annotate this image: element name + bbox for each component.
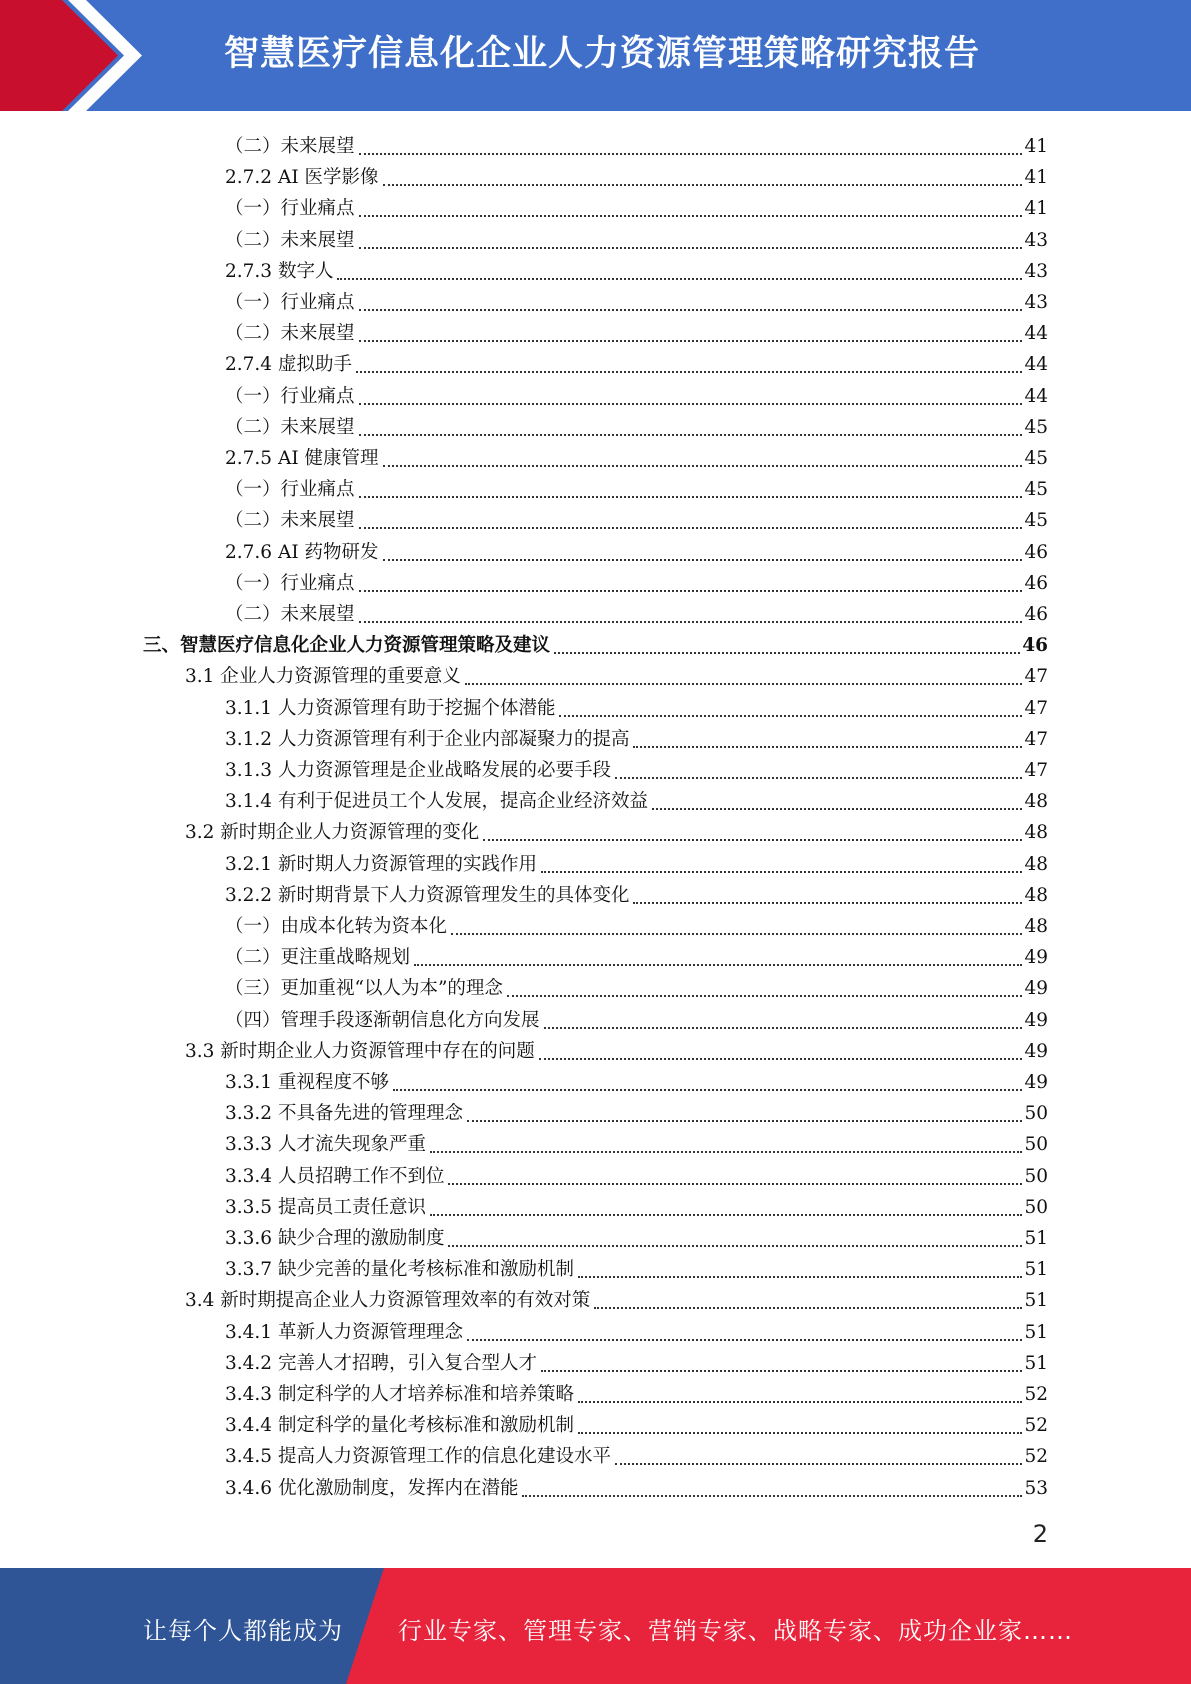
toc-entry-title: （四）管理手段逐渐朝信息化方向发展: [225, 1009, 540, 1031]
toc-entry-title: （一）行业痛点: [225, 292, 355, 313]
toc-entry[interactable]: [225, 1002, 1048, 1033]
toc-entry-title: （二）更注重战略规划: [225, 947, 411, 969]
toc-entry-title: 3.3.7 缺少完善的量化考核标准和激励机制: [225, 1259, 574, 1281]
toc-entry-title: 三、智慧医疗信息化企业人力资源管理策略及建议: [143, 635, 551, 657]
toc-entry[interactable]: [225, 596, 1048, 627]
toc-entry[interactable]: [225, 877, 1048, 908]
toc-entry-page: 48: [1024, 822, 1048, 844]
toc-leader-dots: [337, 260, 1022, 280]
toc-leader-dots: [578, 1414, 1022, 1434]
toc-entry-title: 3.2 新时期企业人力资源管理的变化: [185, 822, 480, 844]
toc-entry-title: 3.4 新时期提高企业人力资源管理效率的有效对策: [185, 1290, 591, 1312]
toc-entry-title: （二）未来展望: [225, 323, 355, 345]
toc-entry-title: （三）更加重视“以人为本”的理念: [225, 978, 503, 1000]
toc-leader-dots: [539, 1040, 1023, 1060]
toc-leader-dots: [522, 1477, 1022, 1497]
toc-entry-page: 47: [1024, 666, 1048, 688]
toc-leader-dots: [615, 1445, 1022, 1465]
toc-leader-dots: [544, 1009, 1023, 1029]
toc-leader-dots: [465, 665, 1023, 685]
toc-entry-title: 2.7.4 虚拟助手: [225, 354, 352, 376]
toc-entry[interactable]: [225, 315, 1048, 346]
toc-leader-dots: [467, 1102, 1022, 1122]
toc-entry-page: 45: [1024, 448, 1048, 469]
toc-leader-dots: [359, 385, 1023, 405]
toc-entry-page: 48: [1024, 916, 1048, 937]
toc-entry[interactable]: [225, 284, 1048, 315]
toc-leader-dots: [451, 915, 1022, 935]
toc-entry-page: 48: [1024, 884, 1048, 906]
toc-leader-dots: [383, 447, 1023, 467]
toc-entry-page: 46: [1024, 572, 1048, 594]
toc-entry-title: 2.7.6 AI 药物研发: [225, 541, 379, 563]
toc-entry-page: 52: [1024, 1384, 1048, 1405]
toc-entry[interactable]: [225, 1345, 1048, 1376]
toc-entry-page: 41: [1024, 198, 1048, 220]
toc-entry-title: 3.3 新时期企业人力资源管理中存在的问题: [185, 1040, 535, 1062]
toc-entry[interactable]: [225, 128, 1048, 159]
toc-entry-title: （一）由成本化转为资本化: [225, 916, 448, 937]
toc-leader-dots: [359, 478, 1023, 498]
toc-leader-dots: [554, 634, 1020, 654]
toc-entry[interactable]: [225, 1189, 1048, 1220]
toc-leader-dots: [541, 1352, 1022, 1372]
toc-leader-dots: [359, 603, 1023, 623]
toc-entry-page: 46: [1024, 604, 1048, 625]
toc-leader-dots: [541, 853, 1022, 873]
toc-entry[interactable]: [225, 378, 1048, 409]
toc-entry[interactable]: [225, 502, 1048, 533]
toc-leader-dots: [448, 1227, 1022, 1247]
toc-entry[interactable]: [225, 222, 1048, 253]
page-number: 2: [1032, 1520, 1048, 1548]
toc-entry-page: 53: [1024, 1477, 1048, 1499]
toc-entry-title: 3.1.4 有利于促进员工个人发展，提高企业经济效益: [225, 791, 648, 813]
toc-leader-dots: [483, 821, 1022, 841]
report-title: 智慧医疗信息化企业人力资源管理策略研究报告: [224, 34, 981, 74]
toc-entry[interactable]: [225, 1470, 1048, 1501]
toc-entry-page: 50: [1024, 1134, 1048, 1156]
toc-entry[interactable]: [225, 534, 1048, 565]
toc-entry-title: 3.4.6 优化激励制度，发挥内在潜能: [225, 1477, 519, 1499]
toc-leader-dots: [359, 197, 1023, 217]
toc-entry[interactable]: [225, 721, 1048, 752]
page-footer: [0, 1568, 1191, 1684]
toc-leader-dots: [578, 1258, 1022, 1278]
toc-entry[interactable]: [225, 409, 1048, 440]
toc-entry-page: 49: [1024, 947, 1048, 969]
toc-entry-page: 43: [1024, 260, 1048, 282]
toc-entry-page: 46: [1024, 541, 1048, 563]
toc-entry-page: 51: [1024, 1352, 1048, 1374]
toc-entry-page: 44: [1024, 323, 1048, 345]
toc-entry-title: （一）行业痛点: [225, 479, 355, 501]
toc-entry[interactable]: [225, 1407, 1048, 1438]
toc-entry-page: 41: [1024, 167, 1048, 189]
toc-entry[interactable]: [225, 1251, 1048, 1282]
toc-entry-page: 51: [1024, 1290, 1048, 1312]
toc-leader-dots: [430, 1133, 1022, 1153]
toc-entry-title: 3.1.3 人力资源管理是企业战略发展的必要手段: [225, 760, 611, 781]
toc-entry[interactable]: [225, 471, 1048, 502]
toc-entry-page: 47: [1024, 697, 1048, 719]
toc-entry-title: 3.3.1 重视程度不够: [225, 1072, 389, 1093]
toc-entry-title: 3.4.1 革新人力资源管理理念: [225, 1321, 463, 1343]
toc-leader-dots: [393, 1071, 1022, 1091]
toc-entry[interactable]: [225, 1220, 1048, 1251]
toc-leader-dots: [507, 977, 1023, 997]
toc-entry-page: 41: [1024, 136, 1048, 157]
toc-entry[interactable]: [225, 1314, 1048, 1345]
toc-entry-title: 3.3.3 人才流失现象严重: [225, 1134, 426, 1156]
toc-entry[interactable]: [225, 1064, 1048, 1095]
toc-leader-dots: [430, 1196, 1022, 1216]
toc-entry[interactable]: [225, 1126, 1048, 1157]
toc-leader-dots: [359, 509, 1023, 529]
toc-entry-page: 47: [1024, 728, 1048, 750]
toc-entry-page: 50: [1024, 1165, 1048, 1187]
toc-leader-dots: [448, 1165, 1022, 1185]
toc-leader-dots: [633, 728, 1022, 748]
toc-leader-dots: [615, 759, 1022, 779]
toc-leader-dots: [559, 697, 1022, 717]
toc-entry-page: 50: [1024, 1103, 1048, 1125]
toc-leader-dots: [414, 946, 1022, 966]
toc-entry-page: 52: [1024, 1415, 1048, 1437]
toc-entry-title: （二）未来展望: [225, 136, 355, 157]
toc-leader-dots: [356, 353, 1023, 373]
toc-entry[interactable]: [225, 1376, 1048, 1407]
toc-entry-page: 44: [1024, 385, 1048, 407]
toc-leader-dots: [359, 291, 1023, 311]
toc-entry-title: （一）行业痛点: [225, 198, 355, 220]
toc-leader-dots: [594, 1289, 1022, 1309]
toc-entry-title: 3.1 企业人力资源管理的重要意义: [185, 666, 461, 688]
toc-entry-page: 45: [1024, 479, 1048, 501]
toc-leader-dots: [359, 229, 1023, 249]
toc-entry-page: 44: [1024, 354, 1048, 376]
toc-entry[interactable]: [225, 1095, 1048, 1126]
toc-entry-page: 50: [1024, 1196, 1048, 1218]
page-header: [0, 0, 1191, 111]
toc-entry[interactable]: [225, 346, 1048, 377]
toc-entry[interactable]: [225, 1438, 1048, 1469]
toc-entry-page: 49: [1024, 978, 1048, 1000]
toc-entry-page: 49: [1024, 1072, 1048, 1093]
header-chevron-icon: [0, 0, 150, 111]
toc-entry-page: 45: [1024, 510, 1048, 532]
toc-entry[interactable]: [225, 565, 1048, 596]
footer-slogan-left: 让每个人都能成为: [143, 1617, 343, 1645]
toc-entry-title: 3.3.6 缺少合理的激励制度: [225, 1228, 445, 1249]
toc-entry[interactable]: [225, 908, 1048, 939]
toc-entry-title: （二）未来展望: [225, 416, 355, 438]
toc-entry-title: 2.7.2 AI 医学影像: [225, 167, 379, 189]
toc-leader-dots: [359, 416, 1023, 436]
toc-entry[interactable]: [225, 190, 1048, 221]
footer-slogan-right: 行业专家、管理专家、营销专家、战略专家、成功企业家……: [398, 1617, 1073, 1645]
toc-entry-title: （二）未来展望: [225, 604, 355, 625]
toc-entry-title: 2.7.3 数字人: [225, 260, 334, 282]
toc-entry-title: 3.2.2 新时期背景下人力资源管理发生的具体变化: [225, 884, 630, 906]
toc-leader-dots: [578, 1383, 1022, 1403]
toc-entry-page: 49: [1024, 1009, 1048, 1031]
toc-leader-dots: [359, 572, 1023, 592]
toc-entry[interactable]: [225, 1158, 1048, 1189]
toc-entry[interactable]: [225, 440, 1048, 471]
toc-entry-title: （一）行业痛点: [225, 385, 355, 407]
toc-entry[interactable]: [225, 752, 1048, 783]
toc-leader-dots: [652, 790, 1022, 810]
toc-entry[interactable]: [185, 658, 1048, 689]
toc-entry-title: （二）未来展望: [225, 510, 355, 532]
toc-entry-title: （一）行业痛点: [225, 572, 355, 594]
toc-entry-page: 45: [1024, 416, 1048, 438]
toc-entry[interactable]: [225, 939, 1048, 970]
toc-leader-dots: [359, 322, 1023, 342]
toc-entry-page: 51: [1024, 1321, 1048, 1343]
toc-leader-dots: [383, 166, 1023, 186]
toc-entry-title: 3.4.3 制定科学的人才培养标准和培养策略: [225, 1384, 574, 1405]
toc-leader-dots: [359, 135, 1023, 155]
toc-leader-dots: [467, 1321, 1022, 1341]
toc-entry-title: 3.4.5 提高人力资源管理工作的信息化建设水平: [225, 1446, 611, 1468]
toc-entry-page: 43: [1024, 229, 1048, 251]
toc-leader-dots: [633, 884, 1022, 904]
toc-entry-title: 3.3.5 提高员工责任意识: [225, 1196, 426, 1218]
toc-entry-page: 52: [1024, 1446, 1048, 1468]
toc-entry[interactable]: [225, 846, 1048, 877]
toc-entry[interactable]: [185, 814, 1048, 845]
toc-entry-title: 3.3.4 人员招聘工作不到位: [225, 1165, 445, 1187]
toc-entry-title: 3.4.4 制定科学的量化考核标准和激励机制: [225, 1415, 574, 1437]
toc-entry-page: 51: [1024, 1259, 1048, 1281]
toc-entry[interactable]: [225, 783, 1048, 814]
toc-entry-page: 51: [1024, 1228, 1048, 1249]
toc-entry[interactable]: [185, 1282, 1048, 1313]
toc-entry[interactable]: [185, 1033, 1048, 1064]
toc-entry-page: 49: [1024, 1040, 1048, 1062]
toc-entry-title: 2.7.5 AI 健康管理: [225, 448, 379, 469]
toc-entry-title: 3.2.1 新时期人力资源管理的实践作用: [225, 853, 537, 875]
toc-entry-title: （二）未来展望: [225, 229, 355, 251]
toc-entry-page: 47: [1024, 760, 1048, 781]
toc-entry-page: 48: [1024, 791, 1048, 813]
toc-entry[interactable]: [225, 253, 1048, 284]
toc-leader-dots: [383, 541, 1023, 561]
toc-entry[interactable]: [225, 159, 1048, 190]
toc-entry-page: 43: [1024, 292, 1048, 313]
toc-entry-page: 46: [1022, 635, 1048, 657]
toc-entry-title: 3.1.1 人力资源管理有助于挖掘个体潜能: [225, 697, 556, 719]
toc-entry-title: 3.1.2 人力资源管理有利于企业内部凝聚力的提高: [225, 728, 630, 750]
toc-entry-page: 48: [1024, 853, 1048, 875]
toc-entry-title: 3.3.2 不具备先进的管理理念: [225, 1103, 463, 1125]
toc-entry[interactable]: [225, 970, 1048, 1001]
toc-entry[interactable]: [225, 690, 1048, 721]
toc-entry-title: 3.4.2 完善人才招聘，引入复合型人才: [225, 1352, 537, 1374]
toc-entry[interactable]: [143, 627, 1048, 658]
